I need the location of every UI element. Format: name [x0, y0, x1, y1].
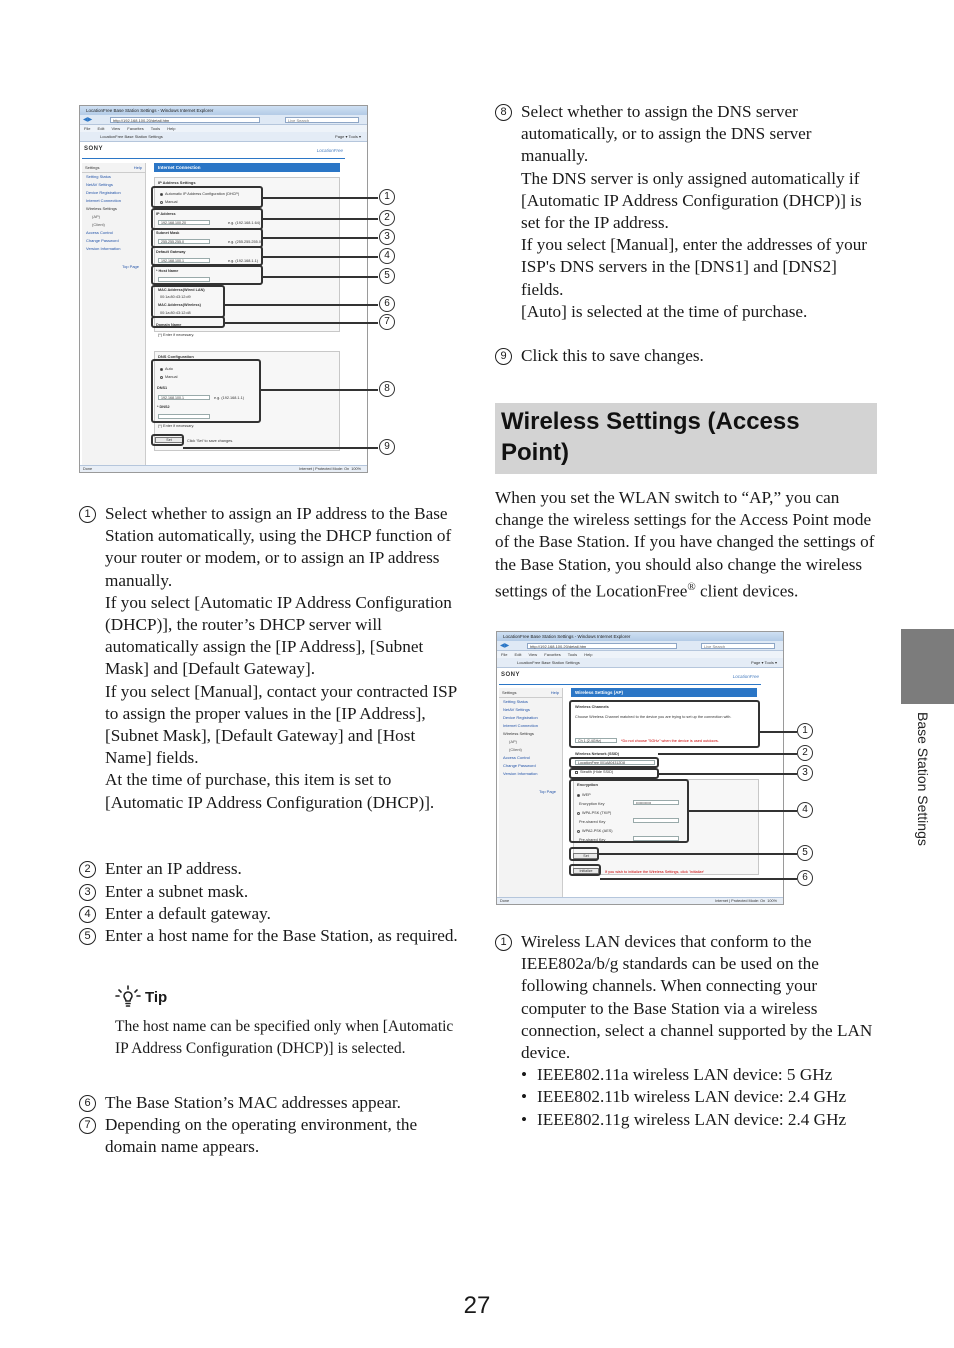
- address-bar: [497, 641, 783, 651]
- step-number: 4: [79, 906, 96, 923]
- step-text: Select whether to assign an IP address to the Base Station automatically, using the DHCP function of your router or modem, or to assign an IP address manually.: [105, 504, 452, 590]
- locationfree-logo: LocationFree: [316, 148, 343, 153]
- highlight-dns: [151, 359, 261, 423]
- sidebar-item: Version Information: [503, 771, 538, 776]
- url-field: http://192.168.100.20/detail.htm: [527, 643, 677, 649]
- sony-logo: SONY: [501, 672, 521, 678]
- dns2-label: * DNS2: [157, 405, 170, 409]
- callout-6: 6: [797, 870, 813, 886]
- instruction-3: [79, 881, 459, 903]
- channel-select: Ch 1 (2.4GHz): [575, 738, 617, 743]
- sidebar-item: Change Password: [503, 763, 536, 768]
- callout-5: 5: [379, 268, 395, 284]
- mac-wired-label: MAC Address(Wired LAN): [158, 288, 205, 292]
- sidebar-item: Access Control: [86, 230, 113, 235]
- sidebar: [499, 688, 563, 897]
- step-text: Click this to save changes.: [521, 346, 704, 365]
- list-item: • IEEE802.11b wireless LAN device: 2.4 GHz: [521, 1086, 877, 1108]
- sidebar-item: Setting Status: [86, 174, 111, 179]
- set-hint: Click 'Set' to save changes.: [187, 439, 234, 443]
- step-number: 9: [495, 348, 512, 365]
- step-number: 1: [79, 506, 96, 523]
- highlight-set-2: [569, 847, 599, 861]
- subnet-label: Subnet Mask: [156, 231, 180, 235]
- sidebar-help: Help: [550, 690, 559, 695]
- dns-manual-option: Manual: [165, 375, 178, 379]
- sidebar-item: (Client): [509, 747, 522, 752]
- step-text: The Base Station’s MAC addresses appear.: [105, 1093, 401, 1112]
- top-page-link: Top Page: [122, 264, 139, 269]
- stealth-checkbox: Stealth (Hide SSID): [580, 770, 614, 774]
- highlight-encryption: [569, 779, 689, 843]
- highlight-set: [151, 434, 184, 446]
- ip-example: e.g. (192.168.1.64): [228, 221, 261, 225]
- channels-desc: Choose Wireless Channel matched to the device you are trying to set up the connection with.: [575, 715, 732, 719]
- callout-3: 3: [379, 229, 395, 245]
- step-text: Enter an IP address.: [105, 859, 242, 878]
- highlight-domain: [151, 316, 225, 328]
- side-tab-label: Base Station Settings: [915, 712, 931, 846]
- section-header: Wireless Settings (AP): [571, 688, 757, 697]
- sidebar-item: NetAV Settings: [86, 182, 113, 187]
- optional-note-2: (*) Enter if necessary.: [158, 424, 195, 428]
- registered-mark: ®: [687, 580, 696, 593]
- step-text: If you select [Automatic IP Address Configuration (DHCP)], the router’s DHCP server will automatically assign the [IP Address], [Subnet Mask] and [Default Gateway].: [105, 592, 452, 679]
- preshared-key-label-2: Pre-shared Key: [579, 838, 606, 842]
- ssid-title: Wireless Network (SSID): [575, 752, 620, 756]
- step-text: Select whether to assign the DNS server automatically, or to assign the DNS server manually.: [521, 102, 812, 166]
- band-list: [521, 1064, 877, 1131]
- step-text: Enter a host name for the Base Station, as required.: [105, 926, 458, 945]
- encryption-title: Encryption: [577, 782, 598, 787]
- highlight-ssid: [569, 757, 659, 768]
- sidebar-item: Internet Connection: [503, 723, 538, 728]
- highlight-channel: [569, 700, 760, 748]
- intro-text: When you set the WLAN switch to “AP,” you can change the wireless settings for the Access Point mode of the Base Station. If you have changed the settings of the Base Station, you should also change the wireless settings of the LocationFree: [495, 488, 875, 601]
- ip-label: IP Address: [156, 212, 176, 216]
- instruction-1: [79, 503, 459, 814]
- step-text: [Auto] is selected at the time of purchase.: [521, 301, 808, 321]
- initialize-hint: If you wish to initialize the Wireless Settings, click 'Initialize': [605, 870, 705, 874]
- callout-7: 7: [379, 314, 395, 330]
- tip-title: Tip: [145, 988, 168, 1006]
- sidebar-item: NetAV Settings: [503, 707, 530, 712]
- sidebar: [82, 163, 146, 465]
- callout-2: 2: [379, 210, 395, 226]
- highlight-subnet: [151, 228, 263, 248]
- sidebar-item: Device Registration: [503, 715, 538, 720]
- step-text: Enter a default gateway.: [105, 904, 271, 923]
- mac-wireless-value: 00:1a:80:43:12:d8: [160, 311, 191, 315]
- step-number: 6: [79, 1095, 96, 1112]
- tip-box: [115, 985, 460, 1059]
- highlight-host: [151, 265, 263, 285]
- step-number: 8: [495, 104, 512, 121]
- encryption-key-field: ••••••••••••: [633, 800, 679, 805]
- page-number: 27: [463, 1292, 491, 1319]
- sidebar-item: Access Control: [503, 755, 530, 760]
- gateway-field: 192.168.100.1: [158, 258, 210, 263]
- instruction-9: [495, 345, 877, 367]
- initialize-button: Initialize: [573, 868, 599, 874]
- instruction-2: [79, 858, 459, 880]
- section-heading-box: [495, 403, 877, 474]
- dhcp-option: Automatic IP Address Configuration (DHCP): [165, 192, 240, 196]
- manual-option: Manual: [165, 200, 178, 204]
- intro-paragraph: [495, 487, 877, 603]
- wep-option: WEP: [582, 793, 591, 797]
- instruction-8: [495, 101, 877, 323]
- ip-section-title: IP Address Settings: [158, 180, 196, 185]
- gateway-label: Default Gateway: [156, 250, 186, 254]
- sidebar-item: Internet Connection: [86, 198, 121, 203]
- step-number: 3: [79, 884, 96, 901]
- status-text: Done: [83, 467, 93, 471]
- sidebar-item: Wireless Settings: [86, 206, 117, 211]
- menu-bar: File Edit View Favorites Tools Help: [497, 651, 783, 658]
- sidebar-settings: Settings: [85, 165, 100, 170]
- sidebar-item: (AP): [92, 214, 100, 219]
- instruction-5: [79, 925, 459, 947]
- step-text: Enter a subnet mask.: [105, 882, 249, 901]
- sidebar-item: Wireless Settings: [503, 731, 534, 736]
- callout-8: 8: [379, 381, 395, 397]
- wpa-tkip-option: WPA-PSK (TKIP): [582, 811, 612, 815]
- callout-5: 5: [797, 845, 813, 861]
- status-text: Done: [500, 899, 510, 903]
- callout-1: 1: [379, 189, 395, 205]
- callout-4: 4: [797, 802, 813, 818]
- mac-wired-value: 00:1a:80:43:12:d9: [160, 295, 191, 299]
- subnet-example: e.g. (255.255.255.0): [228, 240, 263, 244]
- sidebar-help: Help: [133, 165, 142, 170]
- highlight-ip: [151, 208, 263, 230]
- domain-label: Domain Name: [156, 323, 182, 327]
- lightbulb-icon: [115, 985, 141, 1009]
- intro-tail: client devices.: [695, 581, 799, 601]
- window-title: LocationFree Base Station Settings - Windows Internet Explorer: [80, 106, 367, 115]
- callout-4: 4: [379, 248, 395, 264]
- host-label: * Host Name: [156, 269, 179, 273]
- dns-auto-option: Auto: [165, 367, 173, 371]
- step-number: 5: [79, 928, 96, 945]
- list-item: • IEEE802.11g wireless LAN device: 2.4 GHz: [521, 1109, 877, 1131]
- section-heading: Wireless Settings (Access Point): [501, 408, 800, 466]
- side-tab: [901, 629, 954, 704]
- status-zone: Internet | Protected Mode: On: [715, 899, 766, 903]
- sidebar-item: Device Registration: [86, 190, 121, 195]
- highlight-gateway: [151, 246, 263, 266]
- gateway-example: e.g. (192.168.1.1): [228, 259, 258, 263]
- sidebar-item: Version Information: [86, 246, 121, 251]
- sidebar-item: Setting Status: [503, 699, 528, 704]
- subnet-field: 255.255.255.0: [158, 239, 210, 244]
- sidebar-item: Change Password: [86, 238, 119, 243]
- highlight-stealth: [569, 768, 659, 779]
- url-field: http://192.168.100.20/detail.htm: [110, 117, 260, 123]
- encryption-key-label: Encryption Key: [579, 802, 605, 806]
- tip-text: The host name can be specified only when [Automatic IP Address Configuration (DHCP)] is selected.: [115, 1018, 454, 1057]
- dns-section-title: DNS Configuration: [158, 354, 194, 359]
- highlight-mac: [151, 285, 225, 318]
- highlight-initialize: [569, 864, 601, 876]
- set-button: Set: [573, 853, 599, 859]
- back-forward-icon: ◀▶: [500, 643, 510, 649]
- status-zone: Internet | Protected Mode: On: [299, 467, 350, 471]
- highlight-ip-mode: [151, 186, 263, 208]
- status-bar: [497, 897, 783, 904]
- list-item: • IEEE802.11a wireless LAN device: 5 GHz: [521, 1064, 877, 1086]
- tab-bar: [80, 132, 367, 142]
- set-button: Set: [155, 437, 183, 443]
- callout-6: 6: [379, 296, 395, 312]
- sidebar-item: (AP): [509, 739, 517, 744]
- optional-note: (*) Enter if necessary.: [158, 333, 195, 337]
- window-title: LocationFree Base Station Settings - Windows Internet Explorer: [497, 632, 783, 641]
- dns1-field: 192.168.100.1: [158, 395, 210, 400]
- callout-2: 2: [797, 745, 813, 761]
- zoom-level: 100%: [767, 899, 777, 903]
- wireless-instruction-1: [495, 931, 877, 1131]
- step-text: The DNS server is only assigned automatically if [Automatic IP Address Configuration (DHCP)] is set for the IP address.: [521, 168, 862, 233]
- sidebar-item: (Client): [92, 222, 105, 227]
- top-page-link: Top Page: [539, 789, 556, 794]
- search-field: Live Search: [285, 117, 359, 123]
- tools-menu: Page ▾ Tools ▾: [751, 660, 777, 665]
- tab-label: LocationFree Base Station Settings: [100, 134, 163, 139]
- ssid-field: LocationFree 001A804312D8: [575, 760, 655, 765]
- locationfree-logo: LocationFree: [732, 674, 759, 679]
- sidebar-settings: Settings: [502, 690, 517, 695]
- mac-wireless-label: MAC Address(Wireless): [158, 303, 201, 307]
- callout-1: 1: [797, 723, 813, 739]
- section-header: Internet Connection: [154, 163, 340, 172]
- preshared-key-label: Pre-shared Key: [579, 820, 606, 824]
- step-text: If you select [Manual], enter the addresses of your ISP's DNS servers in the [DNS1] and [DNS2] fields.: [521, 235, 868, 299]
- tab-bar: [497, 658, 783, 668]
- dns1-example: e.g. (192.168.1.1): [214, 396, 244, 400]
- channels-title: Wireless Channels: [575, 705, 609, 709]
- step-number: 2: [79, 861, 96, 878]
- step-text: If you select [Manual], contact your contracted ISP to assign the proper values in the [IP Address], [Subnet Mask], [Default Gateway] and [Host Name] fields.: [105, 681, 457, 768]
- instruction-4: [79, 903, 459, 925]
- instruction-6: [79, 1092, 459, 1114]
- search-field: Live Search: [701, 643, 775, 649]
- step-text: Depending on the operating environment, the domain name appears.: [105, 1115, 418, 1157]
- tools-menu: Page ▾ Tools ▾: [335, 134, 361, 139]
- ip-field: 192.168.100.20: [158, 220, 210, 225]
- tab-label: LocationFree Base Station Settings: [517, 660, 580, 665]
- address-bar: [80, 115, 367, 125]
- zoom-level: 100%: [351, 467, 361, 471]
- callout-3: 3: [797, 765, 813, 781]
- step-text: Wireless LAN devices that conform to the IEEE802a/b/g standards can be used on the following channels. When connecting your computer to the Base Station via a wireless connection, select a channel supported by the LAN device.: [521, 932, 873, 1063]
- step-number: 1: [495, 934, 512, 951]
- wpa2-aes-option: WPA2-PSK (AES): [582, 829, 613, 833]
- channel-warning: *Do not choose "5GHz" when the device is used outdoors.: [621, 739, 719, 743]
- step-number: 7: [79, 1117, 96, 1134]
- callout-9: 9: [379, 439, 395, 455]
- step-text: At the time of purchase, this item is set to [Automatic IP Address Configuration (DHCP)].: [105, 770, 435, 812]
- instruction-7: [79, 1114, 459, 1158]
- back-forward-icon: ◀▶: [83, 117, 93, 123]
- menu-bar: File Edit View Favorites Tools Help: [80, 125, 367, 132]
- sony-logo: SONY: [84, 146, 104, 152]
- status-bar: [80, 465, 367, 472]
- dns1-label: DNS1: [157, 386, 168, 390]
